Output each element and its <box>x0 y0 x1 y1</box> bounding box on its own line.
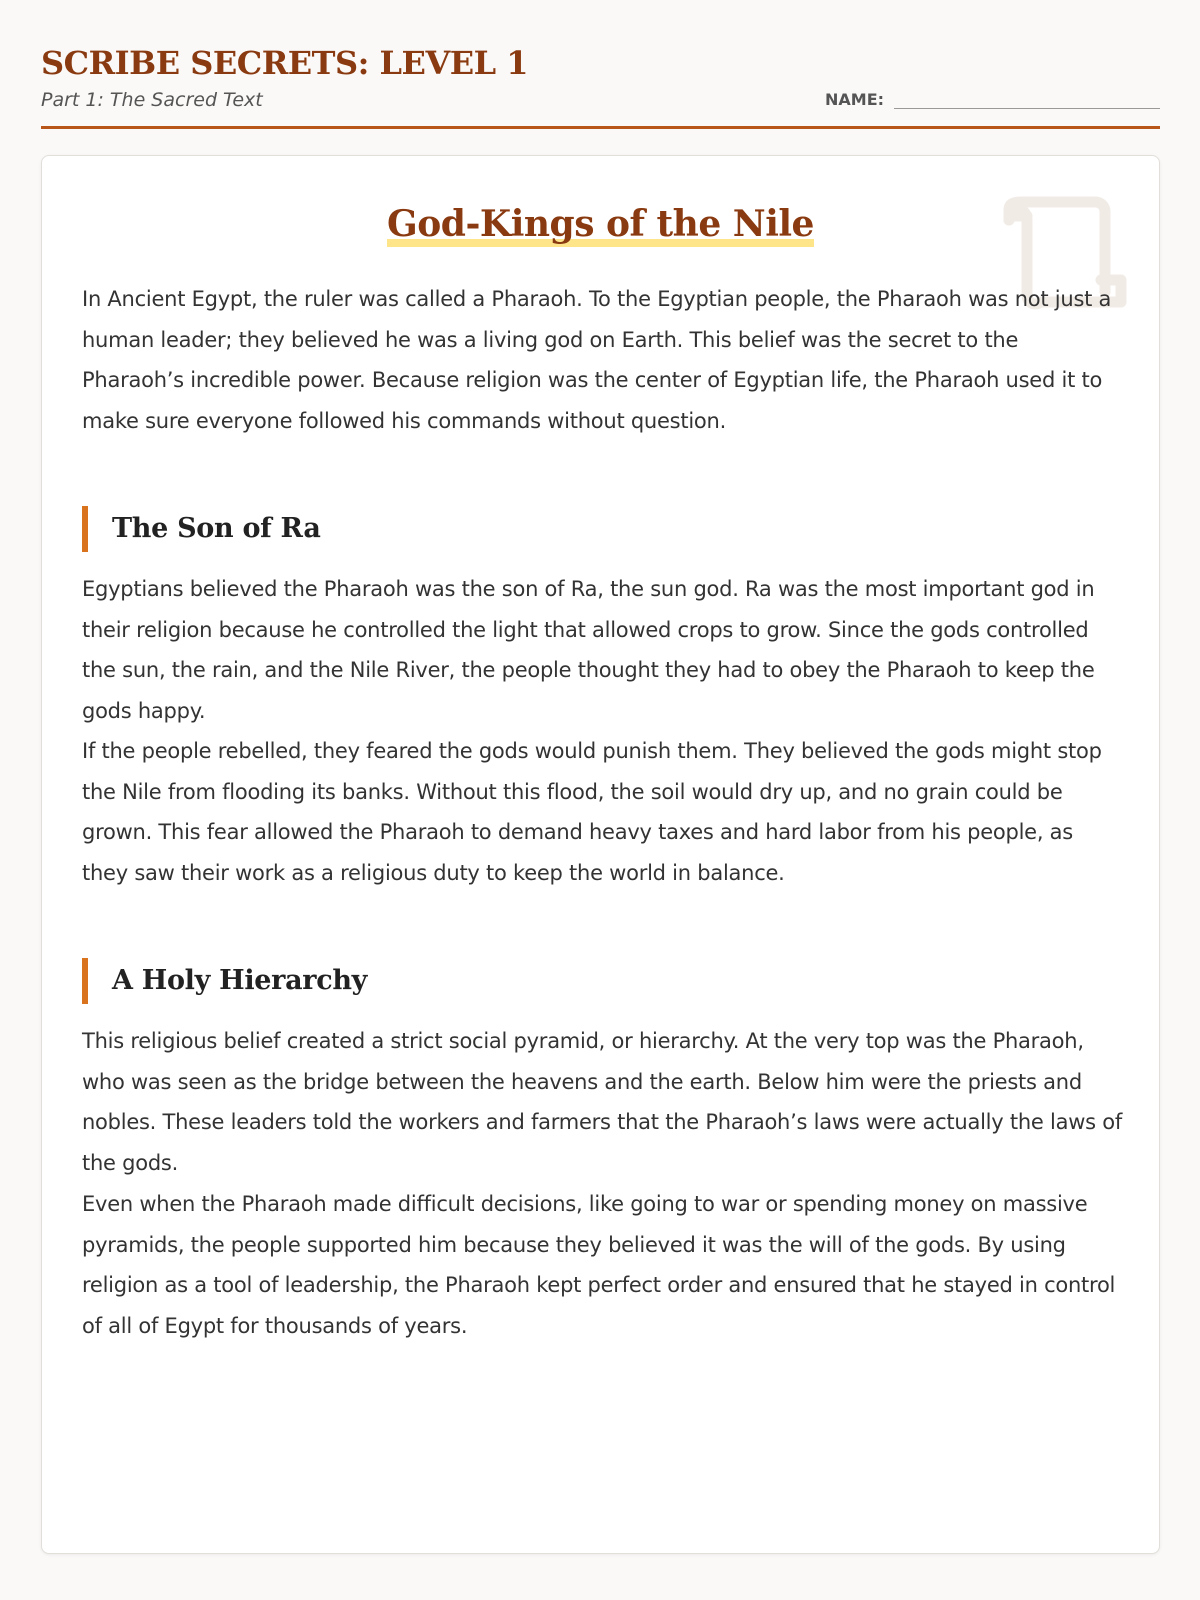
article-title-text: God-Kings of the Nile <box>387 203 814 245</box>
name-field-line[interactable] <box>894 108 1160 109</box>
worksheet-subtitle: Part 1: The Sacred Text <box>41 89 263 111</box>
worksheet-title: SCRIBE SECRETS: LEVEL 1 <box>41 44 529 82</box>
paragraph: If the people rebelled, they feared the gods would punish them. They believed the gods might stop the Nile from flooding its banks. Without this flood, the soil would dry up, and no grain could be grown. This fear allowed the Pharaoh to demand heavy taxes and hard labor from his people, as they saw their work as a religious duty to keep the world in balance. <box>82 739 1102 885</box>
article-title <box>42 200 1159 248</box>
intro-paragraph: In Ancient Egypt, the ruler was called a Pharaoh. To the Egyptian people, the Pharaoh was not just a human leader; they believed he was a living god on Earth. This belief was the secret to the Pharaoh’s incredible power. Because religion was the center of Egyptian life, the Pharaoh used it to make sure everyone followed his commands without question. <box>82 287 1112 433</box>
name-label: NAME: <box>825 90 885 109</box>
paragraph: This religious belief created a strict social pyramid, or hierarchy. At the very top was the Pharaoh, who was seen as the bridge between the heavens and the earth. Below him were the priests and nobles. These leaders told the workers and farmers that the Pharaoh’s laws were actually the laws of the gods. <box>82 1029 1122 1175</box>
section-heading-holy-hierarchy: A Holy Hierarchy <box>82 958 367 1004</box>
worksheet-header <box>41 40 1160 129</box>
section-heading-son-of-ra: The Son of Ra <box>82 506 321 552</box>
reading-card <box>41 155 1160 1554</box>
paragraph: Even when the Pharaoh made difficult decisions, like going to war or spending money on massive pyramids, the people supported him because they believed it was the will of the gods. By using religion as a tool of leadership, the Pharaoh kept perfect order and ensured that he stayed in control of all of Egypt for thousands of years. <box>82 1192 1116 1338</box>
paragraph: Egyptians believed the Pharaoh was the son of Ra, the sun god. Ra was the most important god in their religion because he controlled the light that allowed crops to grow. Since the gods controlled the sun, the rain, and the Nile River, the people thought they had to obey the Pharaoh to keep the gods happy. <box>82 577 1095 723</box>
